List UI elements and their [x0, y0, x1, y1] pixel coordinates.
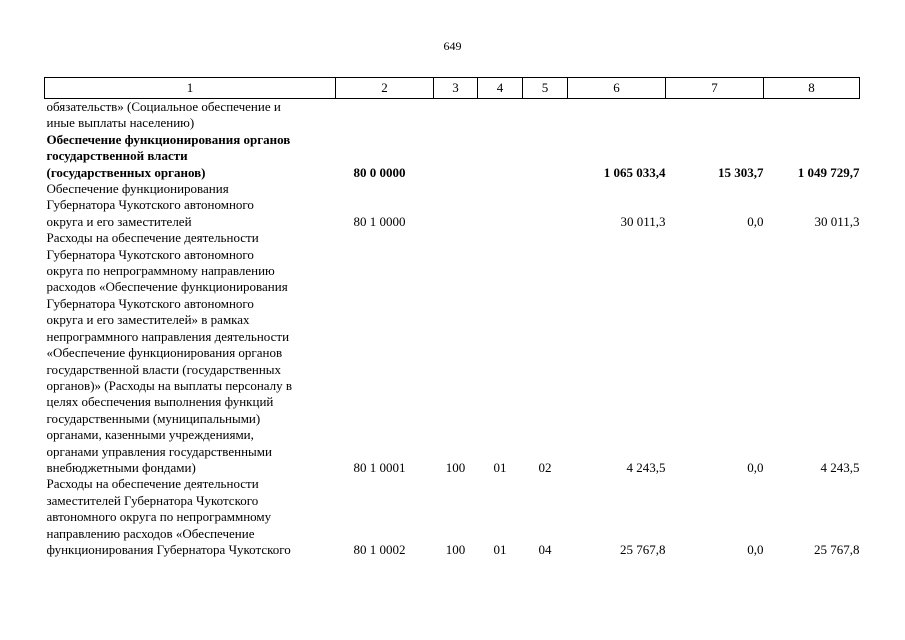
- row-col4-cell: 01: [493, 541, 507, 557]
- name-line: автономного округа по непрограммному: [46, 509, 272, 525]
- header-col-2: 2: [336, 78, 434, 99]
- name-line: органами управления государственными: [46, 443, 272, 459]
- row-col3-cell: [434, 99, 478, 132]
- row-col7-cell: 15 303,7: [718, 164, 764, 180]
- name-line: Расходы на обеспечение деятельности: [46, 476, 259, 492]
- name-line: заместителей Губернатора Чукотского: [46, 492, 259, 508]
- name-line: «Обеспечение функционирования органов: [46, 345, 283, 361]
- name-line: расходов «Обеспечение функционирования: [46, 279, 288, 295]
- table-header: [45, 78, 860, 99]
- row-col3-cell: [434, 181, 478, 230]
- header-row: [45, 78, 860, 99]
- row-col6-cell: 25 767,8: [620, 541, 666, 557]
- row-code-cell: 80 0 0000: [353, 164, 406, 180]
- name-line: Губернатора Чукотского автономного: [46, 246, 254, 262]
- name-line: непрограммного направления деятельности: [46, 328, 290, 344]
- table-body: [45, 99, 860, 559]
- header-col-3: 3: [434, 78, 478, 99]
- name-line: обязательств» (Социальное обеспечение и: [46, 99, 281, 114]
- name-line: (государственных органов): [46, 164, 206, 180]
- row-col6-cell: 30 011,3: [620, 213, 666, 229]
- name-line: государственной власти: [46, 148, 188, 164]
- name-line: округа по непрограммному направлению: [46, 263, 275, 279]
- row-code-cell: 80 1 0000: [353, 213, 406, 229]
- row-code-cell: [336, 99, 434, 132]
- row-col8-cell: 4 243,5: [820, 459, 860, 475]
- row-col7-cell: 0,0: [747, 541, 764, 557]
- row-col5-cell: 04: [538, 541, 552, 557]
- name-line: функционирования Губернатора Чукотского: [46, 541, 291, 557]
- row-col5-cell: [523, 181, 568, 230]
- header-col-6: 6: [568, 78, 666, 99]
- row-code-cell: 80 1 0002: [353, 541, 406, 557]
- table-row: [45, 230, 860, 476]
- table-row: [45, 99, 860, 132]
- name-line: Обеспечение функционирования: [46, 181, 229, 197]
- row-col5-cell: 02: [538, 459, 552, 475]
- row-col4-cell: [478, 181, 523, 230]
- row-col4-cell: [478, 99, 523, 132]
- name-line: органов)» (Расходы на выплаты персоналу в: [46, 377, 293, 393]
- row-name-cell: [45, 476, 336, 558]
- row-col3-cell: 100: [445, 541, 466, 557]
- row-col5-cell: [523, 99, 568, 132]
- row-col8-cell: 1 049 729,7: [797, 164, 860, 180]
- header-col-8: 8: [764, 78, 860, 99]
- row-col7-cell: 0,0: [747, 459, 764, 475]
- row-code-cell: 80 1 0001: [353, 459, 406, 475]
- name-line: Губернатора Чукотского автономного: [46, 197, 254, 213]
- row-col6-cell: [568, 99, 666, 132]
- row-name-cell: [45, 230, 336, 476]
- name-line: государственной власти (государственных: [46, 361, 282, 377]
- row-col3-cell: 100: [445, 459, 466, 475]
- name-line: направлению расходов «Обеспечение: [46, 525, 255, 541]
- table-row: [45, 476, 860, 558]
- header-col-1: 1: [45, 78, 336, 99]
- table-row-total: [45, 132, 860, 181]
- header-col-4: 4: [478, 78, 523, 99]
- row-col6-cell: 1 065 033,4: [603, 164, 666, 180]
- row-col4-cell: 01: [493, 459, 507, 475]
- row-col4-cell: [478, 132, 523, 181]
- name-line: Расходы на обеспечение деятельности: [46, 230, 259, 246]
- name-line: иные выплаты населению): [46, 115, 195, 131]
- header-col-5: 5: [523, 78, 568, 99]
- row-col3-cell: [434, 132, 478, 181]
- row-name-cell: [45, 132, 336, 181]
- row-name-cell: [45, 181, 336, 230]
- name-line: Обеспечение функционирования органов: [46, 131, 291, 147]
- row-col5-cell: [523, 132, 568, 181]
- row-col6-cell: 4 243,5: [626, 459, 666, 475]
- row-col7-cell: [666, 99, 764, 132]
- name-line: целях обеспечения выполнения функций: [46, 394, 274, 410]
- row-col8-cell: 25 767,8: [814, 541, 860, 557]
- row-col8-cell: [764, 99, 860, 132]
- row-col8-cell: 30 011,3: [814, 213, 860, 229]
- name-line: внебюджетными фондами): [46, 459, 196, 475]
- name-line: Губернатора Чукотского автономного: [46, 295, 254, 311]
- row-name-cell: [45, 99, 336, 132]
- table-row: [45, 181, 860, 230]
- name-line: государственными (муниципальными): [46, 410, 261, 426]
- row-col7-cell: 0,0: [747, 213, 764, 229]
- name-line: округа и его заместителей: [46, 213, 192, 229]
- name-line: округа и его заместителей» в рамках: [46, 312, 250, 328]
- name-line: органами, казенными учреждениями,: [46, 427, 254, 443]
- budget-table: [44, 77, 860, 558]
- header-col-7: 7: [666, 78, 764, 99]
- page-number: 649: [443, 39, 462, 53]
